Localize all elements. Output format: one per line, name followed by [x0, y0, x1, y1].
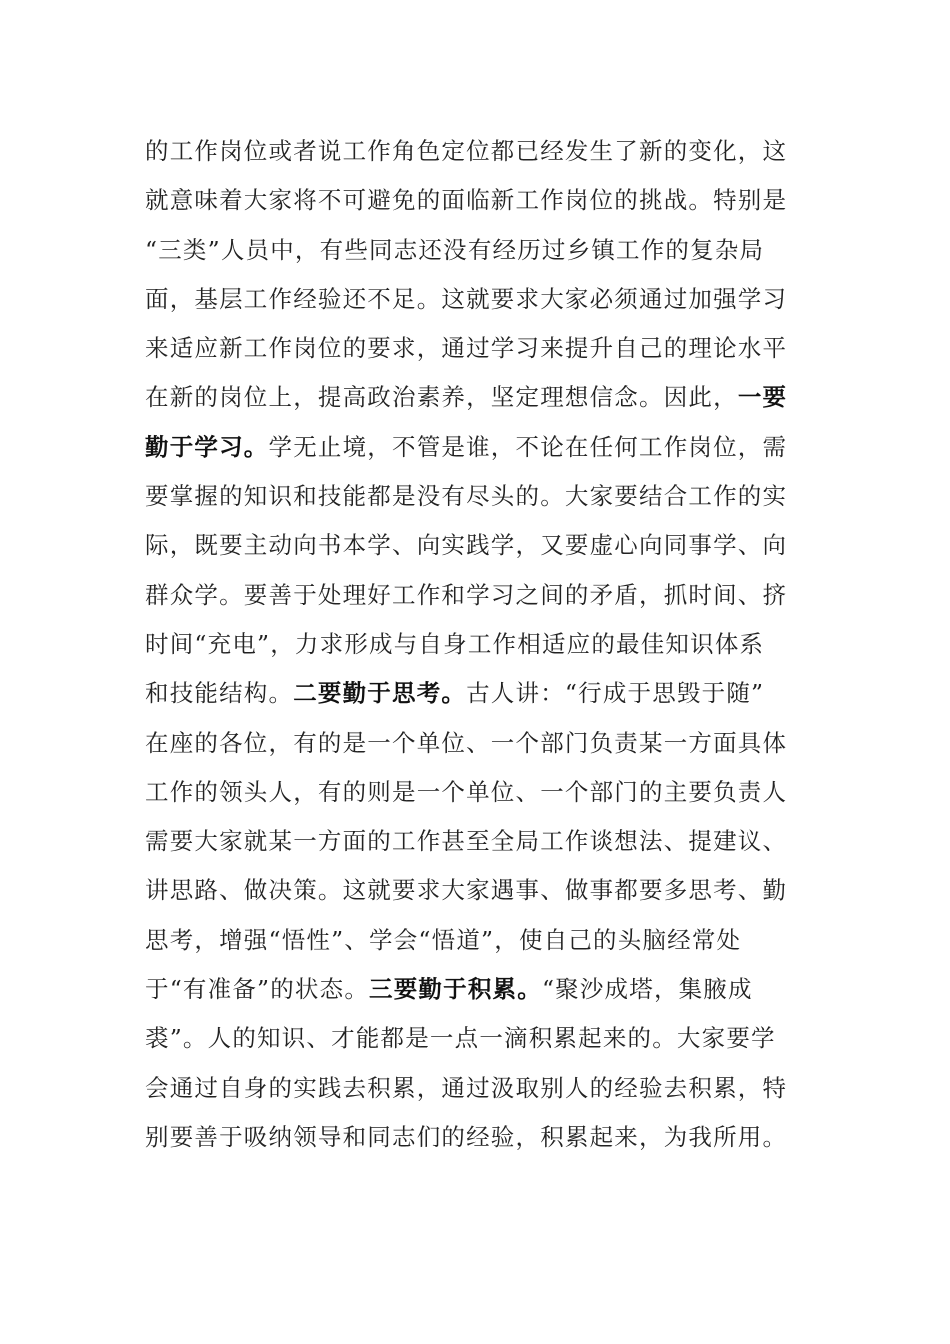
text-segment: 讲思路、做决策。这就要求大家遇事、做事都要多思考、勤: [145, 876, 788, 905]
text-line: [145, 275, 815, 324]
text-line: [145, 571, 815, 620]
body-text: [145, 127, 815, 1162]
text-segment: 需要大家就某一方面的工作甚至全局工作谈想法、提建议、: [145, 827, 788, 856]
text-segment: 面，基层工作经验还不足。这就要求大家必须通过加强学习: [145, 284, 788, 313]
text-line: [145, 965, 815, 1014]
text-line: [145, 324, 815, 373]
text-segment: 就意味着大家将不可避免的面临新工作岗位的挑战。特别是: [145, 186, 788, 215]
text-line: [145, 1014, 815, 1063]
text-line: [145, 472, 815, 521]
text-segment: 来适应新工作岗位的要求，通过学习来提升自己的理论水平: [145, 334, 788, 363]
bold-text-segment: 一要: [737, 383, 788, 412]
text-segment: 要掌握的知识和技能都是没有尽头的。大家要结合工作的实: [145, 482, 788, 511]
text-line: [145, 127, 815, 176]
text-line: [145, 866, 815, 915]
text-segment: 裘”。人的知识、才能都是一点一滴积累起来的。大家要学: [145, 1024, 776, 1053]
text-line: [145, 373, 815, 422]
text-line: [145, 226, 815, 275]
text-segment: 群众学。要善于处理好工作和学习之间的矛盾，抓时间、挤: [145, 580, 788, 609]
text-line: [145, 669, 815, 718]
text-line: [145, 176, 815, 225]
text-segment: 于“有准备”的状态。: [145, 975, 370, 1004]
text-segment: 的工作岗位或者说工作角色定位都已经发生了新的变化，这: [145, 137, 788, 165]
text-segment: 学无止境，不管是谁，不论在任何工作岗位，需: [268, 432, 788, 461]
text-segment: 在座的各位，有的是一个单位、一个部门负责某一方面具体: [145, 728, 788, 757]
text-line: [145, 768, 815, 817]
text-segment: “聚沙成塔，集腋成: [541, 975, 753, 1004]
bold-text-segment: 三要勤于积累。: [369, 975, 542, 1004]
text-line: [145, 817, 815, 866]
text-segment: 时间“充电”，力求形成与自身工作相适应的最佳知识体系: [145, 629, 765, 658]
text-line: [145, 1113, 815, 1162]
text-segment: 工作的领头人，有的则是一个单位、一个部门的主要负责人: [145, 777, 788, 806]
text-line: [145, 521, 815, 570]
text-line: [145, 916, 815, 965]
text-segment: 际，既要主动向书本学、向实践学，又要虚心向同事学、向: [145, 531, 788, 560]
text-line: [145, 719, 815, 768]
text-segment: 和技能结构。: [145, 679, 294, 708]
text-segment: 古人讲：“行成于思毁于随”: [466, 679, 765, 708]
text-segment: “三类”人员中，有些同志还没有经历过乡镇工作的复杂局: [145, 235, 765, 264]
bold-text-segment: 勤于学习。: [145, 432, 269, 461]
text-segment: 会通过自身的实践去积累，通过汲取别人的经验去积累，特: [145, 1073, 788, 1102]
text-segment: 思考，增强“悟性”、学会“悟道”，使自己的头脑经常处: [145, 925, 742, 954]
text-line: [145, 423, 815, 472]
bold-text-segment: 二要勤于思考。: [293, 679, 467, 708]
text-line: [145, 1064, 815, 1113]
text-line: [145, 620, 815, 669]
text-segment: 别要善于吸纳领导和同志们的经验，积累起来，为我所用。: [145, 1122, 788, 1151]
text-segment: 在新的岗位上，提高政治素养，坚定理想信念。因此，: [145, 383, 738, 412]
